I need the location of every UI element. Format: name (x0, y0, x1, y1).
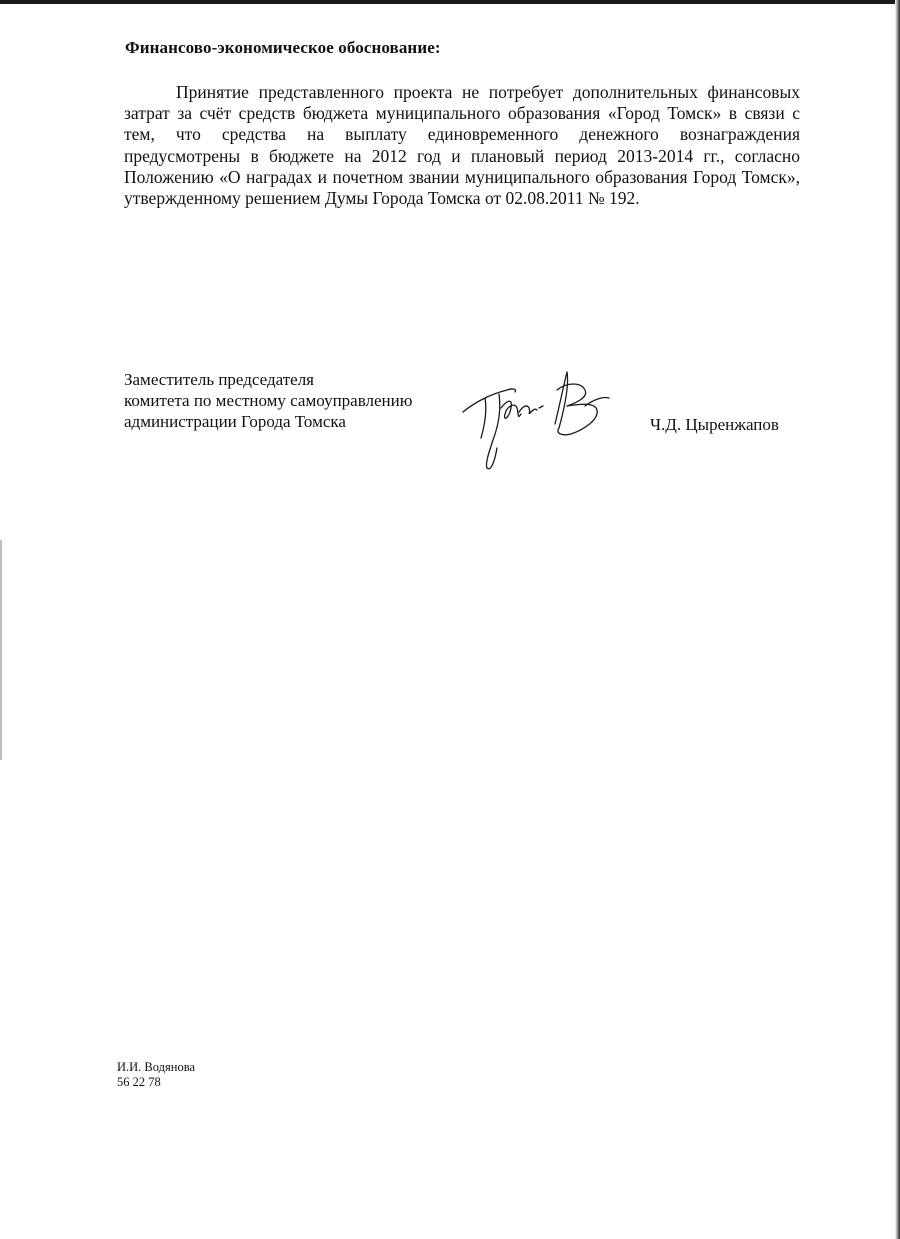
position-line-1: Заместитель председателя (124, 370, 314, 389)
scan-edge-left (0, 540, 2, 760)
executor-phone: 56 22 78 (117, 1075, 161, 1089)
executor-name: И.И. Водянова (117, 1060, 195, 1074)
scan-edge-top (0, 0, 900, 4)
handwritten-signature (455, 368, 615, 480)
signatory-name: Ч.Д. Цыренжапов (650, 415, 779, 434)
scan-edge-right (895, 0, 900, 1239)
executor-info (117, 1060, 195, 1090)
position-line-3: администрации Города Томска (124, 412, 346, 431)
justification-paragraph: Принятие представленного проекта не потребует дополнительных финансовых затрат за счёт средств бюджета муниципального образования «Город Томск» в связи с тем, что средства на выплату единовременного денежного вознаграждения предусмотрены в бюджете на 2012 год и плановый период 2013-2014 гг., согласно Положению «О наградах и почетном звании муниципального образования Город Томск», утвержденному решением Думы Города Томска от 02.08.2011 № 192. (124, 82, 800, 209)
signatory-position (124, 369, 464, 432)
position-line-2: комитета по местному самоуправлению (124, 391, 413, 410)
section-heading: Финансово-экономическое обоснование: (125, 38, 441, 57)
